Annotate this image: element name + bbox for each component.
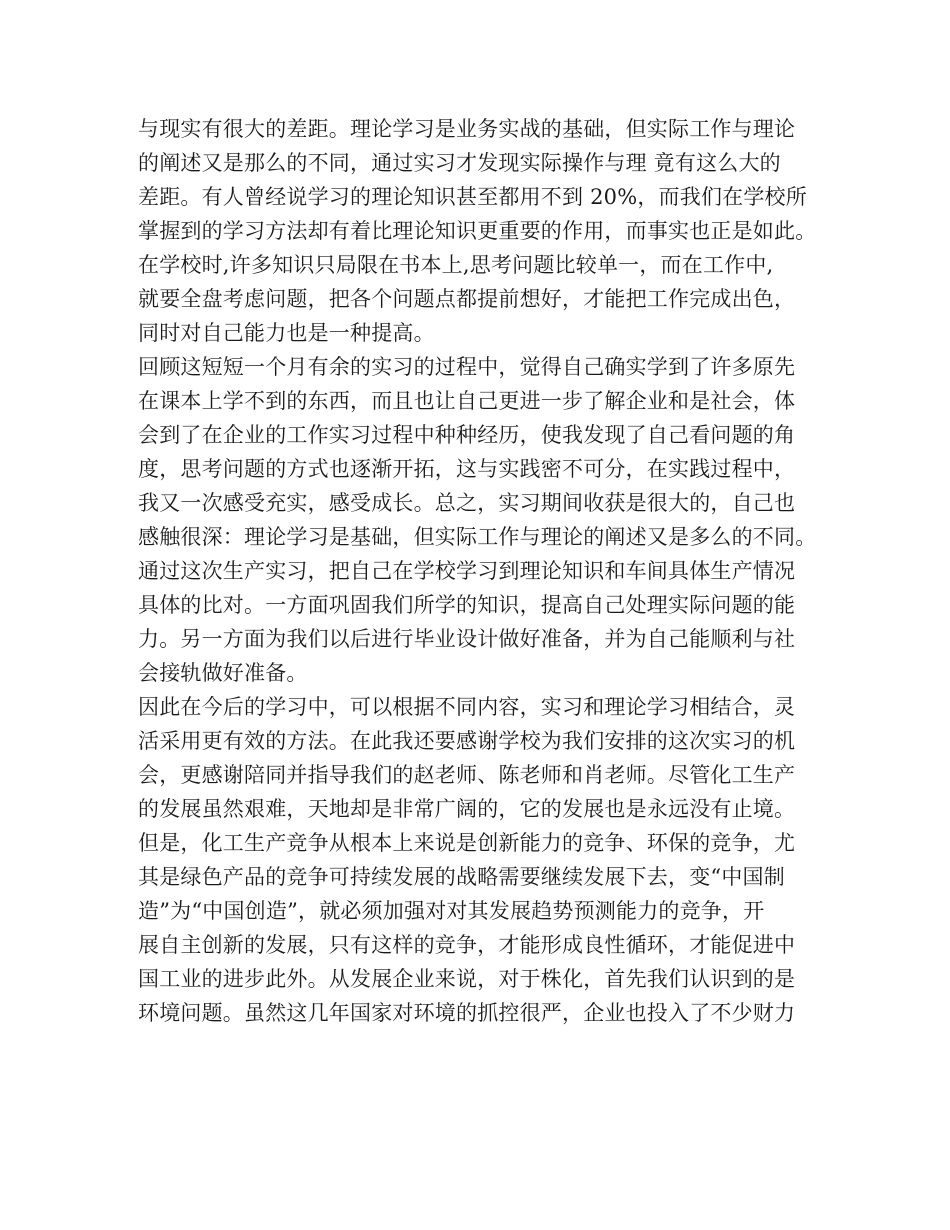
text-line: 活采用更有效的方法。在此我还要感谢学校为我们安排的这次实习的机 <box>138 729 796 753</box>
text-line: 的发展虽然艰难，天地却是非常广阔的，它的发展也是永远没有止境。 <box>138 797 796 821</box>
text-line: 在课本上学不到的东西，而且也让自己更进一步了解企业和是社会，体 <box>138 389 796 413</box>
text-line: 但是，化工生产竞争从根本上来说是创新能力的竞争、环保的竞争，尤 <box>138 831 796 855</box>
text-line: 因此在今后的学习中，可以根据不同内容，实习和理论学习相结合，灵 <box>138 695 796 719</box>
text-line: 环境问题。虽然这几年国家对环境的抓控很严，企业也投入了不少财力 <box>138 1001 796 1025</box>
text-line: 造”为“中国创造”，就必须加强对对其发展趋势预测能力的竞争，开 <box>138 899 765 923</box>
text-line: 度，思考问题的方式也逐渐开拓，这与实践密不可分，在实践过程中， <box>138 457 796 481</box>
text-line: 通过这次生产实习，把自己在学校学习到理论知识和车间具体生产情况 <box>138 559 796 583</box>
text-line: 就要全盘考虑问题，把各个问题点都提前想好，才能把工作完成出色， <box>138 287 796 311</box>
text-line: 具体的比对。一方面巩固我们所学的知识，提高自己处理实际问题的能 <box>138 593 796 617</box>
text-line: 掌握到的学习方法却有着比理论知识更重要的作用，而事实也正是如此。 <box>138 219 817 243</box>
text-line: 我又一次感受充实，感受成长。总之，实习期间收获是很大的，自己也 <box>138 491 796 515</box>
text-line: 力。另一方面为我们以后进行毕业设计做好准备，并为自己能顺利与社 <box>138 627 796 651</box>
text-line: 回顾这短短一个月有余的实习的过程中，觉得自己确实学到了许多原先 <box>138 355 796 379</box>
text-line: 会，更感谢陪同并指导我们的赵老师、陈老师和肖老师。尽管化工生产 <box>138 763 796 787</box>
body-text <box>138 112 838 1030</box>
text-line: 与现实有很大的差距。理论学习是业务实战的基础，但实际工作与理论 <box>138 117 796 141</box>
text-line: 展自主创新的发展，只有这样的竞争，才能形成良性循环，才能促进中 <box>138 933 796 957</box>
text-line: 会到了在企业的工作实习过程中种种经历，使我发现了自己看问题的角 <box>138 423 796 447</box>
text-line: 在学校时,许多知识只局限在书本上,思考问题比较单一，而在工作中, <box>138 253 774 277</box>
text-line: 同时对自己能力也是一种提高。 <box>138 321 435 345</box>
text-line: 感触很深：理论学习是基础，但实际工作与理论的阐述又是多么的不同。 <box>138 525 817 549</box>
text-line: 会接轨做好准备。 <box>138 661 308 685</box>
text-line: 国工业的进步此外。从发展企业来说，对于株化，首先我们认识到的是 <box>138 967 796 991</box>
text-line: 差距。有人曾经说学习的理论知识甚至都用不到 20%，而我们在学校所 <box>138 185 807 209</box>
text-line: 的阐述又是那么的不同，通过实习才发现实际操作与理 竟有这么大的 <box>138 151 781 175</box>
text-line: 其是绿色产品的竞争可持续发展的战略需要继续发展下去，变“中国制 <box>138 865 785 889</box>
